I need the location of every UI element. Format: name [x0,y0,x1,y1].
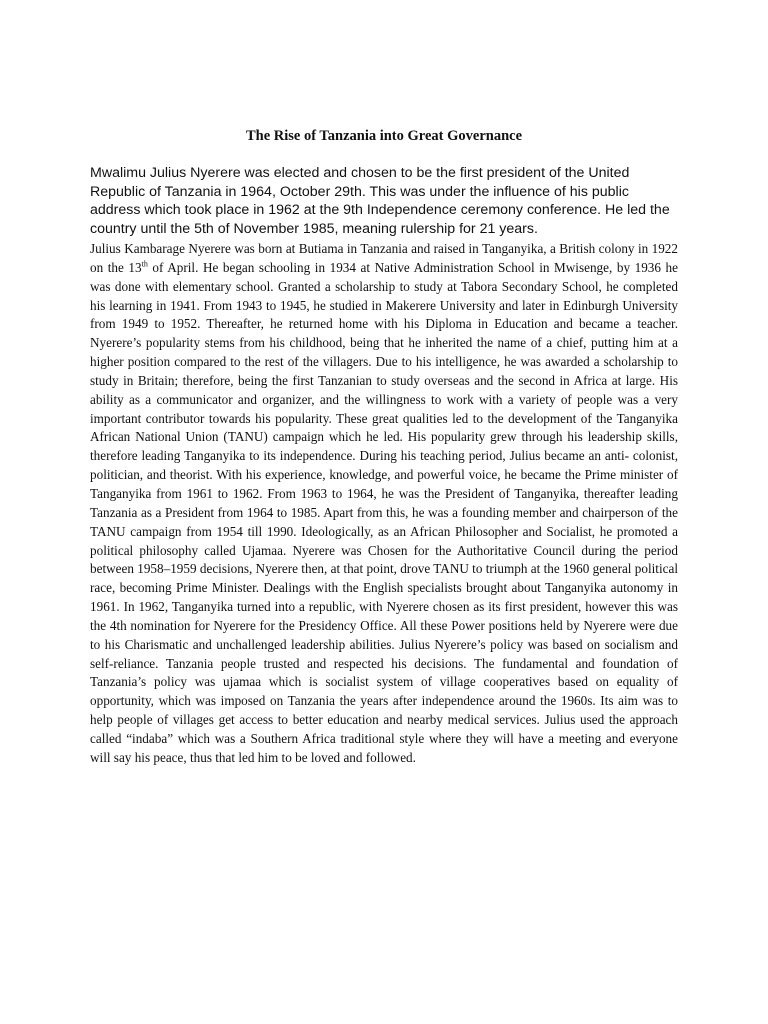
body-paragraph [90,240,678,768]
body-text-part-1: Julius Kambarage Nyerere was born at Butiama in Tanzania and raised in Tanganyika, a British colony in 1922 on the 13 [90,241,678,275]
body-text-part-2: of April. He began schooling in 1934 at Native Administration School in Mwisenge, by 1936 he was done with elementary school. Granted a scholarship to study at Tabora Secondary School, he completed his learning in 1941. From 1943 to 1945, he studied in Makerere University and later in Edinburgh University from 1949 to 1952. Thereafter, he returned home with his Diploma in Education and became a teacher. Nyerere’s popularity stems from his childhood, being that he inherited the name of a chief, putting him at a higher position compared to the rest of the villagers. Due to his intelligence, he was awarded a scholarship to study in Britain; therefore, being the first Tanzanian to study overseas and the second in Africa at large. His ability as a communicator and organizer, and the willingness to work with a variety of people was a very important contributor towards his popularity. These great qualities led to the development of the Tanganyika African National Union (TANU) campaign which he led. His popularity grew through his leadership skills, therefore leading Tanganyika to its independence. During his teaching period, Julius became an anti- colonist, politician, and theorist. With his experience, knowledge, and powerful voice, he became the Prime minister of Tanganyika from 1961 to 1962. From 1963 to 1964, he was the President of Tanganyika, thereafter leading Tanzania as a President from 1964 to 1985. Apart from this, he was a founding member and chairperson of the TANU campaign from 1954 till 1990. Ideologically, as an African Philosopher and Socialist, he promoted a political philosophy called Ujamaa. Nyerere was Chosen for the Authoritative Council during the period between 1958–1959 decisions, Nyerere then, at that point, drove TANU to triumph at the 1960 general political race, becoming Prime Minister. Dealings with the English specialists brought about Tanganyika autonomy in 1961. In 1962, Tanganyika turned into a republic, with Nyerere chosen as its first president, however this was the 4th nomination for Nyerere for the Presidency Office. All these Power positions held by Nyerere were due to his Charismatic and unchallenged leadership abilities. Julius Nyerere’s policy was based on socialism and self-reliance. Tanzania people trusted and respected his decisions. The fundamental and foundation of Tanzania’s policy was ujamaa which is socialist system of village cooperatives based on equality of opportunity, which was imposed on Tanzania the years after independence around the 1960s. Its aim was to help people of villages get access to better education and nearby medical services. Julius used the approach called “indaba” which was a Southern Africa traditional style where they will have a meeting and everyone will say his peace, thus that led him to be loved and followed. [90,259,678,765]
document-title: The Rise of Tanzania into Great Governance [245,128,523,144]
intro-paragraph: Mwalimu Julius Nyerere was elected and chosen to be the first president of the United Republic of Tanzania in 1964, October 29th. This was under the influence of his public address which took place in 1962 at the 9th Independence ceremony conference. He led the country until the 5th of November 1985, meaning rulership for 21 years. [90,165,670,237]
ordinal-suffix: th [141,259,148,269]
